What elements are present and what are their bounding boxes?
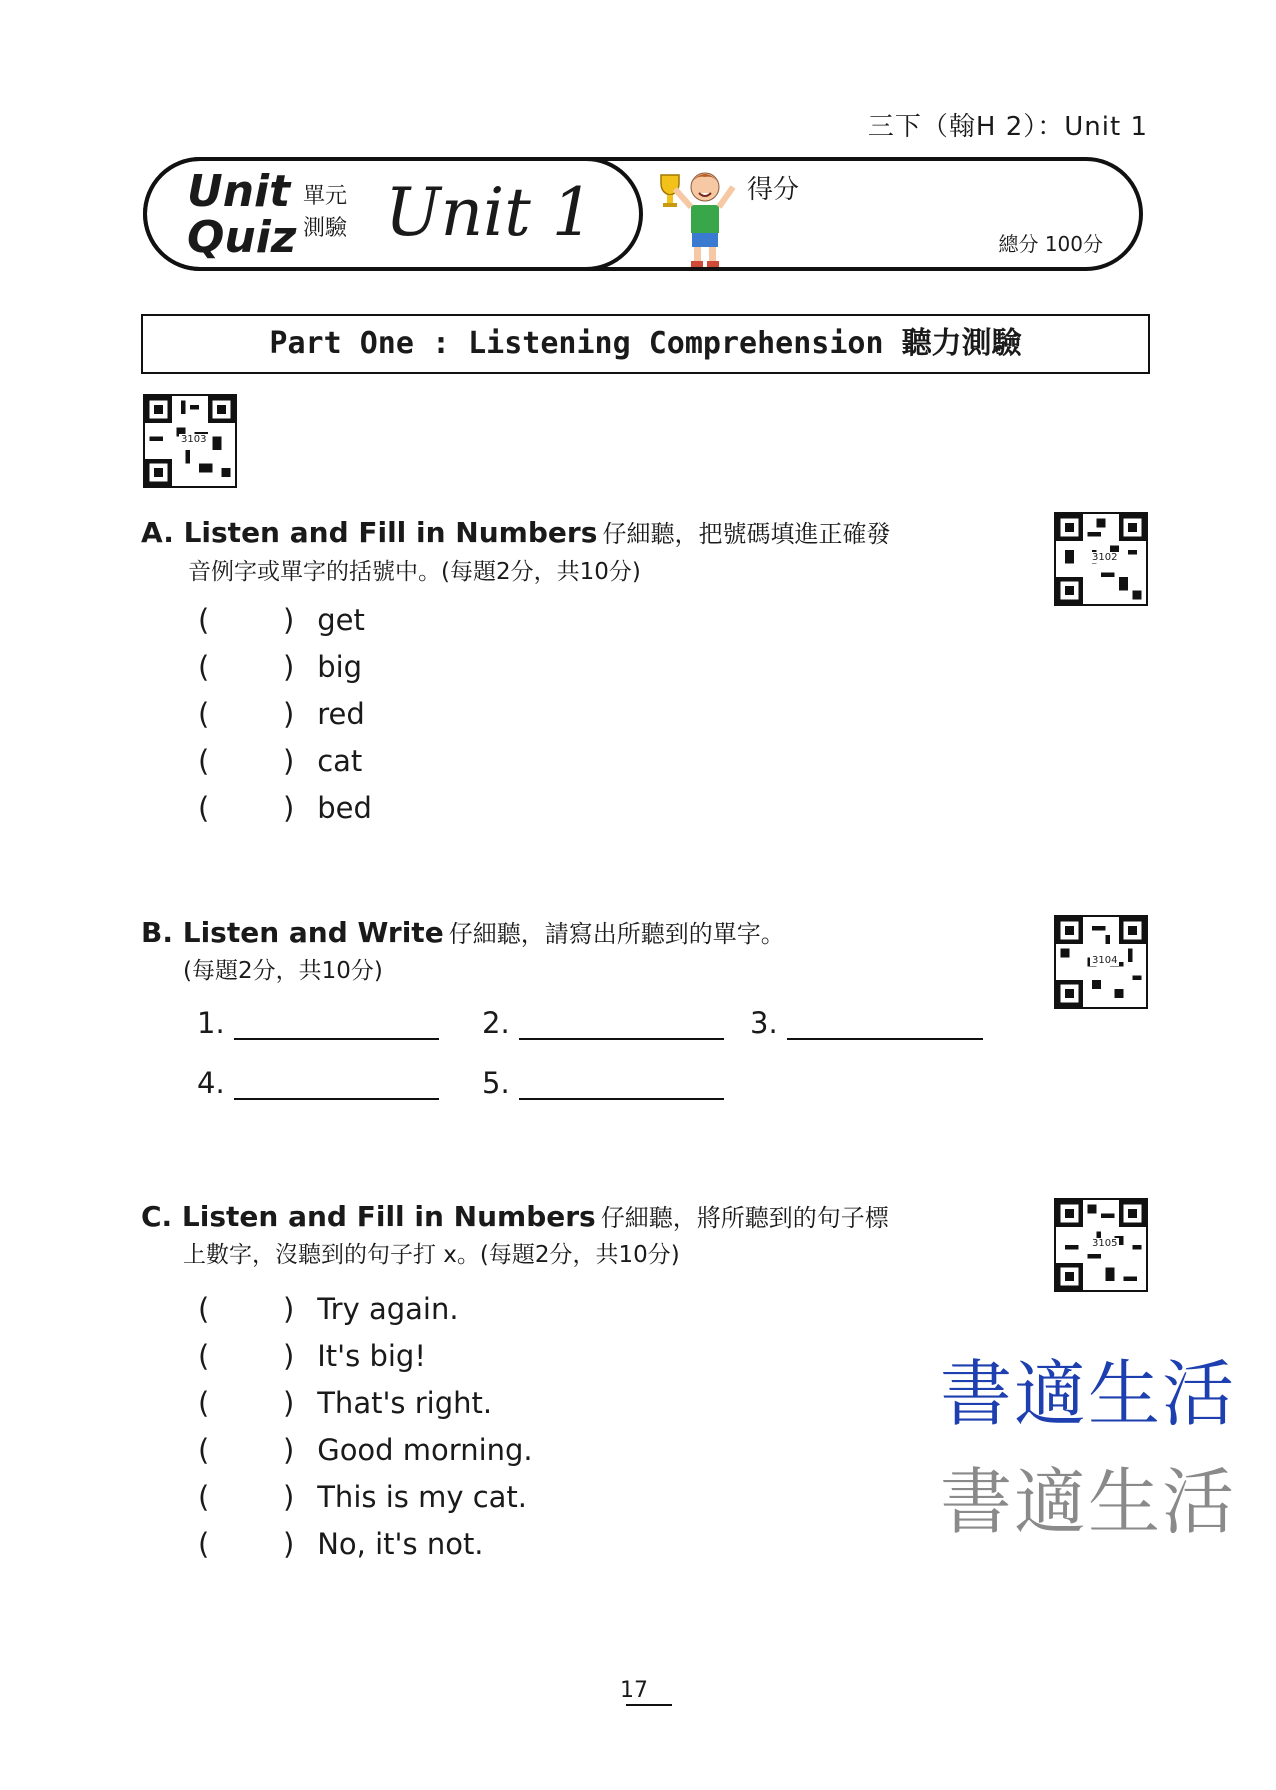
unit-quiz-line2: Quiz xyxy=(187,212,297,263)
answer-blank[interactable]: ( ) xyxy=(198,744,295,778)
unit-quiz-zh-line1: 單元 xyxy=(303,184,348,209)
answer-blank[interactable]: ( ) xyxy=(198,697,295,731)
section-b-blank-5[interactable] xyxy=(482,1066,724,1100)
write-line[interactable] xyxy=(519,1066,724,1100)
page-number: 17 xyxy=(620,1678,648,1703)
section-b-blank-1[interactable] xyxy=(197,1006,439,1040)
section-c-item xyxy=(198,1480,527,1514)
qr-label: 3104 xyxy=(1092,955,1118,966)
write-line[interactable] xyxy=(234,1006,439,1040)
section-a-item xyxy=(198,697,365,731)
write-line[interactable] xyxy=(787,1006,983,1040)
unit-quiz-zh-label xyxy=(303,181,347,245)
section-a-item xyxy=(198,603,365,637)
item-word: red xyxy=(317,697,365,731)
page-number-underline xyxy=(626,1704,672,1706)
header-reference: 三下（翰H 2）：Unit 1 xyxy=(867,112,1148,142)
section-b-blank-2[interactable] xyxy=(482,1006,724,1040)
answer-blank[interactable]: ( ) xyxy=(198,791,295,825)
qr-label: 3103 xyxy=(181,434,207,445)
answer-blank[interactable]: ( ) xyxy=(198,1386,295,1420)
blank-number: 5. xyxy=(482,1066,510,1100)
score-label: 得分 xyxy=(747,175,800,205)
unit-quiz-label xyxy=(187,166,297,263)
section-c-item xyxy=(198,1386,492,1420)
blank-number: 3. xyxy=(750,1006,778,1040)
section-a-title: A. Listen and Fill in Numbers xyxy=(141,516,598,549)
section-a-instruction: 仔細聽，把號碼填進正確發 xyxy=(602,520,891,548)
section-a-item xyxy=(198,650,362,684)
item-sentence: It's big! xyxy=(317,1339,426,1373)
watermark-gray: 書適生活 xyxy=(940,1460,1237,1544)
section-a-heading xyxy=(141,514,890,549)
answer-blank[interactable]: ( ) xyxy=(198,1527,295,1561)
section-c-item xyxy=(198,1339,426,1373)
qr-label: 3102 xyxy=(1092,552,1118,563)
section-b-title: B. Listen and Write xyxy=(141,916,444,949)
watermark-blue: 書適生活 xyxy=(940,1352,1237,1436)
answer-blank[interactable]: ( ) xyxy=(198,1339,295,1373)
section-a-instruction-line2: 音例字或單字的括號中。(每題2分，共10分) xyxy=(188,559,641,585)
section-c-instruction-line2: 上數字，沒聽到的句子打 x。(每題2分，共10分) xyxy=(183,1242,680,1268)
unit-title-panel xyxy=(143,157,643,271)
unit-quiz-banner xyxy=(143,157,1143,271)
answer-blank[interactable]: ( ) xyxy=(198,1480,295,1514)
blank-number: 1. xyxy=(197,1006,225,1040)
section-b-blank-3[interactable] xyxy=(750,1006,983,1040)
item-word: bed xyxy=(317,791,372,825)
item-sentence: That's right. xyxy=(317,1386,493,1420)
write-line[interactable] xyxy=(234,1066,439,1100)
item-word: big xyxy=(317,650,363,684)
section-b-heading xyxy=(141,914,785,949)
qr-label: 3105 xyxy=(1092,1238,1118,1249)
answer-blank[interactable]: ( ) xyxy=(198,650,295,684)
section-c-item xyxy=(198,1527,484,1561)
qr-code-3104[interactable] xyxy=(1054,915,1148,1009)
section-c-title: C. Listen and Fill in Numbers xyxy=(141,1200,596,1233)
section-b-instruction: 仔細聽，請寫出所聽到的單字。 xyxy=(448,920,785,948)
blank-number: 2. xyxy=(482,1006,510,1040)
unit-quiz-zh-line2: 測驗 xyxy=(303,216,348,241)
section-c-heading xyxy=(141,1198,889,1233)
item-sentence: Try again. xyxy=(317,1292,459,1326)
part-one-title: Part One : Listening Comprehension 聽力測驗 xyxy=(141,314,1150,374)
section-a-item xyxy=(198,791,372,825)
trophy-kid-illustration xyxy=(657,165,739,269)
item-sentence: Good morning. xyxy=(317,1433,533,1467)
answer-blank[interactable]: ( ) xyxy=(198,1433,295,1467)
total-score-label: 總分 100分 xyxy=(998,232,1103,256)
item-word: get xyxy=(317,603,365,637)
unit-quiz-line1: Unit xyxy=(187,166,291,217)
qr-code-3103[interactable] xyxy=(143,394,237,488)
item-sentence: No, it's not. xyxy=(317,1527,484,1561)
write-line[interactable] xyxy=(519,1006,724,1040)
section-b-instruction-line2: (每題2分，共10分) xyxy=(183,958,383,984)
section-b-blank-4[interactable] xyxy=(197,1066,439,1100)
qr-code-3102[interactable] xyxy=(1054,512,1148,606)
section-a-item xyxy=(198,744,362,778)
section-c-item xyxy=(198,1292,459,1326)
qr-code-3105[interactable] xyxy=(1054,1198,1148,1292)
item-word: cat xyxy=(317,744,363,778)
answer-blank[interactable]: ( ) xyxy=(198,1292,295,1326)
answer-blank[interactable]: ( ) xyxy=(198,603,295,637)
blank-number: 4. xyxy=(197,1066,225,1100)
item-sentence: This is my cat. xyxy=(317,1480,528,1514)
section-c-item xyxy=(198,1433,533,1467)
unit-title: Unit 1 xyxy=(385,174,594,251)
section-c-instruction: 仔細聽，將所聽到的句子標 xyxy=(600,1204,889,1232)
